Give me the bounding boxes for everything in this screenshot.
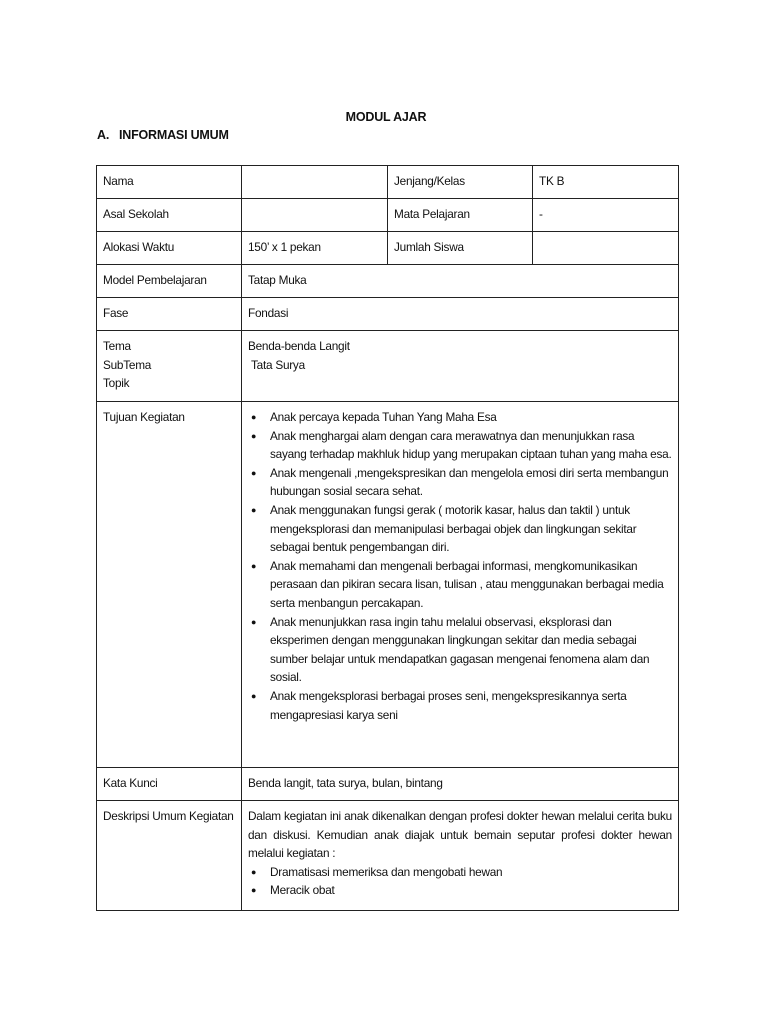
kata-kunci-label: Kata Kunci — [97, 768, 242, 801]
mata-pelajaran-value: - — [533, 199, 679, 232]
tujuan-kegiatan-label: Tujuan Kegiatan — [97, 402, 242, 768]
deskripsi-value — [242, 801, 679, 911]
general-info-table — [96, 165, 679, 911]
nama-label: Nama — [97, 166, 242, 199]
tujuan-kegiatan-list — [248, 408, 672, 724]
model-pembelajaran-value: Tatap Muka — [242, 265, 679, 298]
subtema-value: Tata Surya — [251, 357, 305, 372]
jenjang-label: Jenjang/Kelas — [388, 166, 533, 199]
list-item: ● Anak menunjukkan rasa ingin tahu melalui observasi, eksplorasi dan eksperimen dengan menggunakan lingkungan sekitar dan media sebagai sumber belajar untuk mendapatkan gagasan mengenai fenomena alam dan sosial. — [248, 613, 672, 687]
table-row — [97, 801, 679, 911]
table-row — [97, 768, 679, 801]
list-item: ● Anak menghargai alam dengan cara merawatnya dan menunjukkan rasa sayang terhadap makhluk hidup yang merupakan ciptaan tuhan yang maha esa. — [248, 427, 672, 464]
jumlah-siswa-value — [533, 232, 679, 265]
fase-value: Fondasi — [242, 298, 679, 331]
section-heading — [97, 128, 229, 142]
deskripsi-text: Dalam kegiatan ini anak dikenalkan dengan profesi dokter hewan melalui cerita buku dan diskusi. Kemudian anak diajak untuk bemain seputar profesi dokter hewan melalui kegiatan : — [248, 809, 672, 861]
list-item: ● Anak mengenali ,mengekspresikan dan mengelola emosi diri serta membangun hubungan sosial secara sehat. — [248, 464, 672, 501]
list-item: ● Anak mengeksplorasi berbagai proses seni, mengekspresikannya serta mengapresiasi karya seni — [248, 687, 672, 724]
table-row — [97, 265, 679, 298]
subtema-label: SubTema — [103, 357, 152, 372]
topik-label: Topik — [103, 376, 130, 391]
alokasi-waktu-value: 150’ x 1 pekan — [242, 232, 388, 265]
asal-sekolah-value — [242, 199, 388, 232]
tema-label: Tema — [103, 339, 131, 353]
table-row — [97, 199, 679, 232]
asal-sekolah-label: Asal Sekolah — [97, 199, 242, 232]
jenjang-value: TK B — [533, 166, 679, 199]
list-item: ● Meracik obat — [248, 881, 672, 900]
tujuan-kegiatan-value — [242, 402, 679, 768]
section-title: INFORMASI UMUM — [119, 128, 229, 142]
jumlah-siswa-label: Jumlah Siswa — [388, 232, 533, 265]
list-item: ● Anak percaya kepada Tuhan Yang Maha Esa — [248, 408, 672, 427]
model-pembelajaran-label: Model Pembelajaran — [97, 265, 242, 298]
section-number: A. — [97, 128, 110, 142]
table-row — [97, 402, 679, 768]
tema-labels — [97, 331, 242, 402]
table-row — [97, 298, 679, 331]
nama-value — [242, 166, 388, 199]
tema-value: Benda-benda Langit — [248, 339, 350, 353]
fase-label: Fase — [97, 298, 242, 331]
table-row — [97, 232, 679, 265]
list-item: ● Anak menggunakan fungsi gerak ( motorik kasar, halus dan taktil ) untuk mengeksplorasi dan memanipulasi berbagai objek dan lingkungan sekitar sebagai bentuk pengembangan diri. — [248, 501, 672, 557]
table-row — [97, 166, 679, 199]
mata-pelajaran-label: Mata Pelajaran — [388, 199, 533, 232]
deskripsi-label: Deskripsi Umum Kegiatan — [97, 801, 242, 911]
deskripsi-list — [248, 863, 672, 900]
tema-values — [242, 331, 679, 402]
list-item: ● Anak memahami dan mengenali berbagai informasi, mengkomunikasikan perasaan dan pikiran secara lisan, tulisan , atau menggunakan berbagai media serta menbangun percakapan. — [248, 557, 672, 613]
document-title: MODUL AJAR — [345, 110, 427, 124]
table-row — [97, 331, 679, 402]
alokasi-waktu-label: Alokasi Waktu — [97, 232, 242, 265]
list-item: ● Dramatisasi memeriksa dan mengobati hewan — [248, 863, 672, 882]
kata-kunci-value: Benda langit, tata surya, bulan, bintang — [242, 768, 679, 801]
